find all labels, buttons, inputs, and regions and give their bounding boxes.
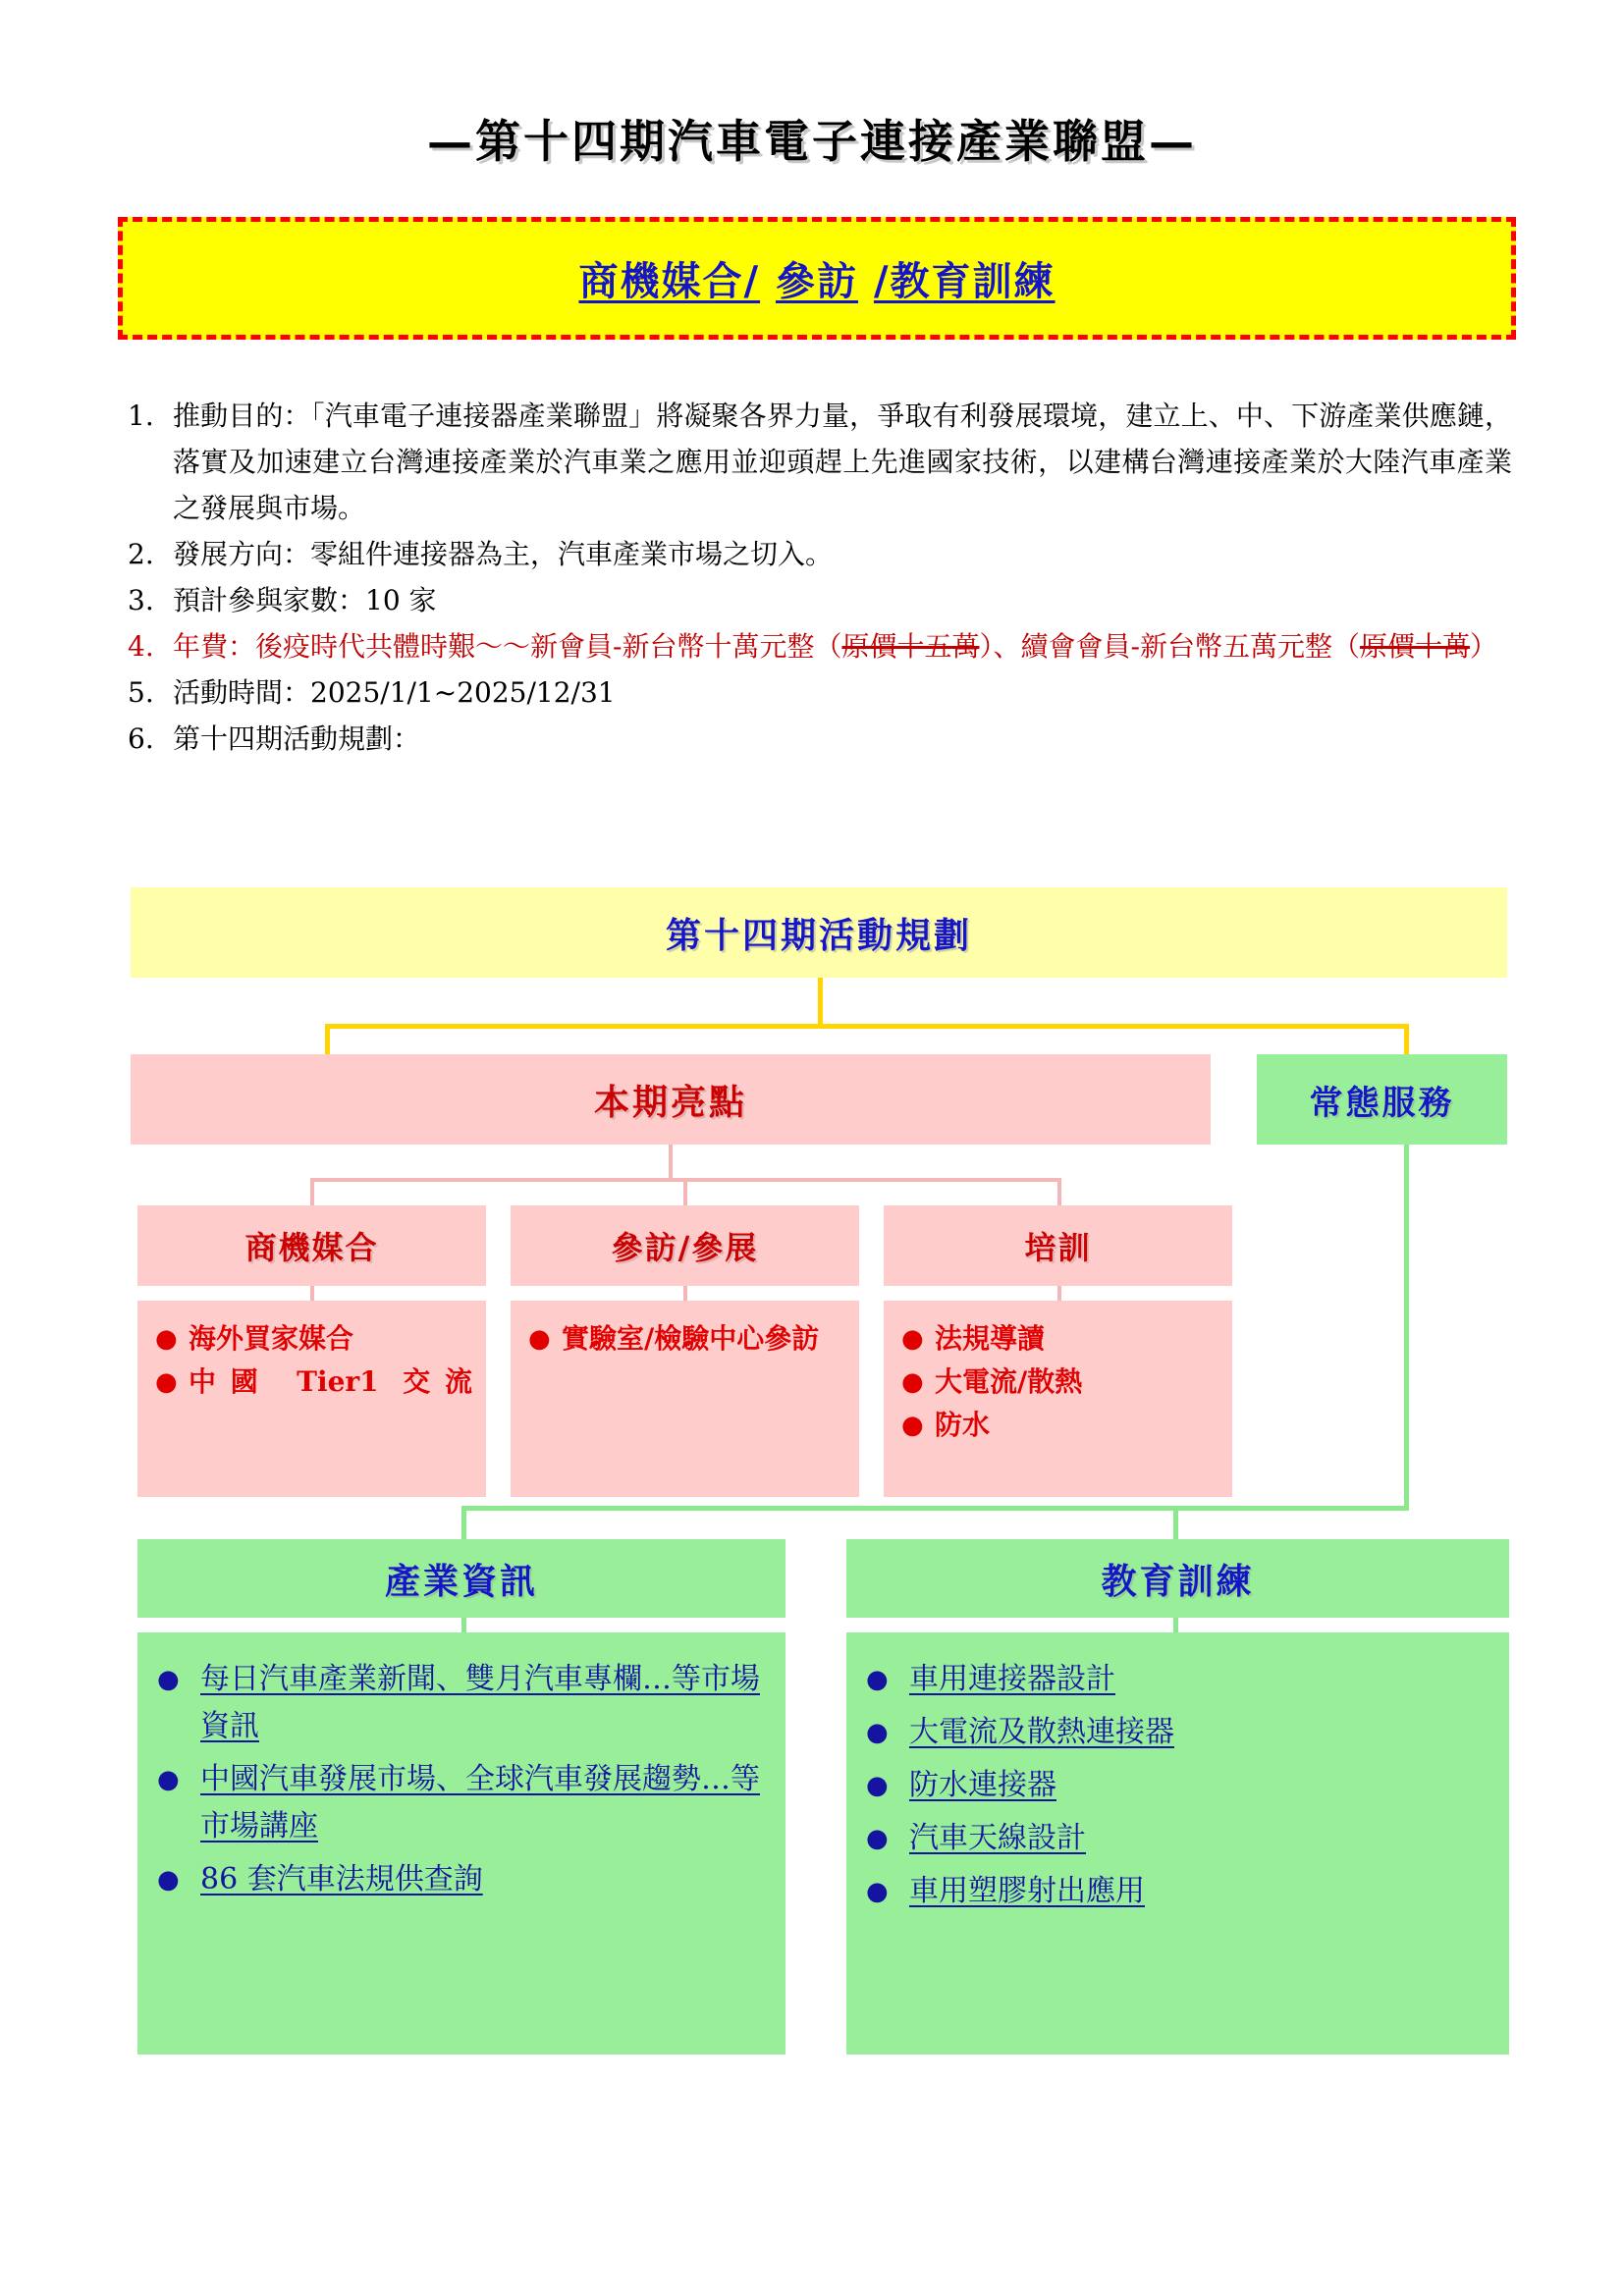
list-item-number: 1. bbox=[128, 400, 154, 432]
diagram-node-business-matching: 商機媒合 bbox=[137, 1205, 486, 1286]
items-training bbox=[884, 1301, 1232, 1497]
fee-original-price-2: 原價十萬 bbox=[1359, 630, 1470, 663]
banner-space-2 bbox=[858, 258, 874, 304]
list-item bbox=[128, 393, 1512, 531]
connector-highlight-to-sub1 bbox=[310, 1178, 314, 1207]
items-business-matching bbox=[137, 1301, 486, 1497]
fee-text-b: ）、續會會員-新台幣五萬元整（ bbox=[979, 630, 1360, 663]
list-item bbox=[866, 1815, 1489, 1862]
list-item bbox=[157, 1756, 766, 1850]
item-label bbox=[909, 1709, 1489, 1756]
item-label-underline: 汽車天線設計 bbox=[909, 1821, 1086, 1855]
bullet-dot-icon: ● bbox=[866, 1665, 889, 1694]
list-item-text: 活動時間：2025/1/1~2025/12/31 bbox=[173, 676, 616, 709]
numbered-list bbox=[128, 393, 1512, 762]
connector-root-horizontal bbox=[325, 1024, 1409, 1029]
item-label bbox=[909, 1762, 1489, 1809]
page-title: —第十四期汽車電子連接產業聯盟— bbox=[427, 115, 1197, 168]
fee-original-price-1: 原價十五萬 bbox=[841, 630, 980, 663]
item-label: 中國 Tier1 交流 bbox=[189, 1365, 472, 1398]
items-industry-info bbox=[137, 1632, 785, 2055]
list-item-text: 推動目的：「汽車電子連接器產業聯盟」將凝聚各界力量，爭取有利發展環境，建立上、中、下游產業供應鏈，落實及加速建立台灣連接產業於汽車業之應用並迎頭趕上先進國家技術，以建構台灣連接產業於大陸汽車產業之發展與市場。 bbox=[173, 400, 1512, 524]
diagram-node-visit-exhibition: 參訪/參展 bbox=[511, 1205, 859, 1286]
item-label: 防水 bbox=[935, 1409, 991, 1441]
list-item bbox=[157, 1856, 766, 1903]
list-item bbox=[901, 1318, 1218, 1360]
bullet-dot-icon: ● bbox=[866, 1718, 889, 1747]
diagram-node-industry-info: 產業資訊 bbox=[137, 1539, 785, 1618]
item-label-underline: 防水連接器 bbox=[909, 1768, 1056, 1802]
diagram-node-regular-service: 常態服務 bbox=[1257, 1054, 1507, 1145]
list-item-text: 預計參與家數：10 家 bbox=[173, 584, 437, 616]
item-label: 海外買家媒合 bbox=[189, 1322, 354, 1355]
bullet-dot-icon: ● bbox=[155, 1367, 178, 1397]
banner-part-1: 商機媒合/ bbox=[578, 258, 761, 304]
item-label-underline: 每日汽車產業新聞、雙月汽車專欄…等市場資訊 bbox=[200, 1662, 760, 1743]
highlight-banner bbox=[118, 217, 1516, 340]
item-label bbox=[200, 1756, 766, 1850]
connector-regular-horizontal bbox=[461, 1506, 1409, 1511]
bullet-dot-icon: ● bbox=[155, 1324, 178, 1354]
connector-regular-stem bbox=[1404, 1145, 1409, 1510]
bullet-dot-icon: ● bbox=[901, 1411, 924, 1440]
banner-part-3: /教育訓練 bbox=[873, 258, 1056, 304]
item-label: 大電流/散熱 bbox=[935, 1365, 1083, 1398]
connector-highlight-stem bbox=[669, 1145, 673, 1180]
list-item-text: 第十四期活動規劃： bbox=[173, 722, 421, 755]
bullet-dot-icon: ● bbox=[157, 1665, 180, 1694]
item-label-underline: 車用連接器設計 bbox=[909, 1662, 1115, 1696]
connector-root-stem bbox=[818, 978, 823, 1027]
item-label-underline: 大電流及散熱連接器 bbox=[909, 1715, 1174, 1749]
list-item bbox=[155, 1318, 472, 1360]
list-item-number: 3. bbox=[128, 584, 154, 616]
diagram-root-node: 第十四期活動規劃 bbox=[131, 887, 1507, 978]
list-item bbox=[866, 1868, 1489, 1915]
connector-regular-to-industry-info bbox=[461, 1506, 466, 1543]
list-item-number: 6. bbox=[128, 722, 154, 755]
list-item bbox=[901, 1405, 1218, 1446]
activity-plan-diagram bbox=[0, 872, 1624, 2177]
list-item bbox=[866, 1709, 1489, 1756]
banner-text bbox=[578, 250, 1055, 306]
list-item-number: 4. bbox=[128, 630, 154, 663]
banner-part-2: 參訪 bbox=[776, 258, 858, 304]
bullet-dot-icon: ● bbox=[157, 1765, 180, 1794]
item-label bbox=[200, 1856, 766, 1903]
list-item bbox=[528, 1318, 845, 1360]
item-label bbox=[909, 1656, 1489, 1703]
item-label: 實驗室/檢驗中心參訪 bbox=[562, 1322, 820, 1355]
list-item-number: 2. bbox=[128, 538, 154, 570]
items-visit-exhibition bbox=[511, 1301, 859, 1497]
item-label bbox=[909, 1815, 1489, 1862]
bullet-dot-icon: ● bbox=[528, 1324, 551, 1354]
list-item-fee bbox=[128, 623, 1512, 669]
list-item-number: 5. bbox=[128, 676, 154, 709]
connector-highlight-to-sub2 bbox=[683, 1178, 687, 1207]
fee-text-c: ） bbox=[1469, 630, 1497, 663]
item-label bbox=[909, 1868, 1489, 1915]
connector-regular-to-education bbox=[1173, 1506, 1178, 1543]
bullet-dot-icon: ● bbox=[866, 1877, 889, 1906]
items-education-training bbox=[846, 1632, 1509, 2055]
item-label-underline: 86 套汽車法規供查詢 bbox=[200, 1862, 483, 1896]
list-item bbox=[157, 1656, 766, 1750]
bullet-dot-icon: ● bbox=[901, 1367, 924, 1397]
fee-text-a: 年費：後疫時代共體時艱～～新會員-新台幣十萬元整（ bbox=[173, 630, 842, 663]
bullet-dot-icon: ● bbox=[866, 1771, 889, 1800]
list-item-text: 發展方向：零組件連接器為主，汽車產業市場之切入。 bbox=[173, 538, 834, 570]
diagram-node-education-training: 教育訓練 bbox=[846, 1539, 1509, 1618]
list-item bbox=[128, 577, 1512, 623]
list-item bbox=[128, 531, 1512, 577]
bullet-dot-icon: ● bbox=[157, 1865, 180, 1895]
list-item bbox=[866, 1656, 1489, 1703]
connector-highlight-to-sub3 bbox=[1057, 1178, 1061, 1207]
list-item bbox=[901, 1362, 1218, 1403]
diagram-node-training: 培訓 bbox=[884, 1205, 1232, 1286]
item-label: 法規導讀 bbox=[935, 1322, 1046, 1355]
list-item-text bbox=[173, 623, 1512, 669]
bullet-dot-icon: ● bbox=[866, 1824, 889, 1853]
item-label bbox=[200, 1656, 766, 1750]
list-item bbox=[128, 669, 1512, 716]
list-item bbox=[128, 716, 1512, 762]
diagram-node-highlight: 本期亮點 bbox=[131, 1054, 1211, 1145]
list-item bbox=[866, 1762, 1489, 1809]
list-item bbox=[155, 1362, 472, 1403]
bullet-dot-icon: ● bbox=[901, 1324, 924, 1354]
item-label-underline: 車用塑膠射出應用 bbox=[909, 1874, 1145, 1908]
banner-space-1 bbox=[760, 258, 776, 304]
item-label-underline: 中國汽車發展市場、全球汽車發展趨勢…等市場講座 bbox=[200, 1762, 760, 1843]
